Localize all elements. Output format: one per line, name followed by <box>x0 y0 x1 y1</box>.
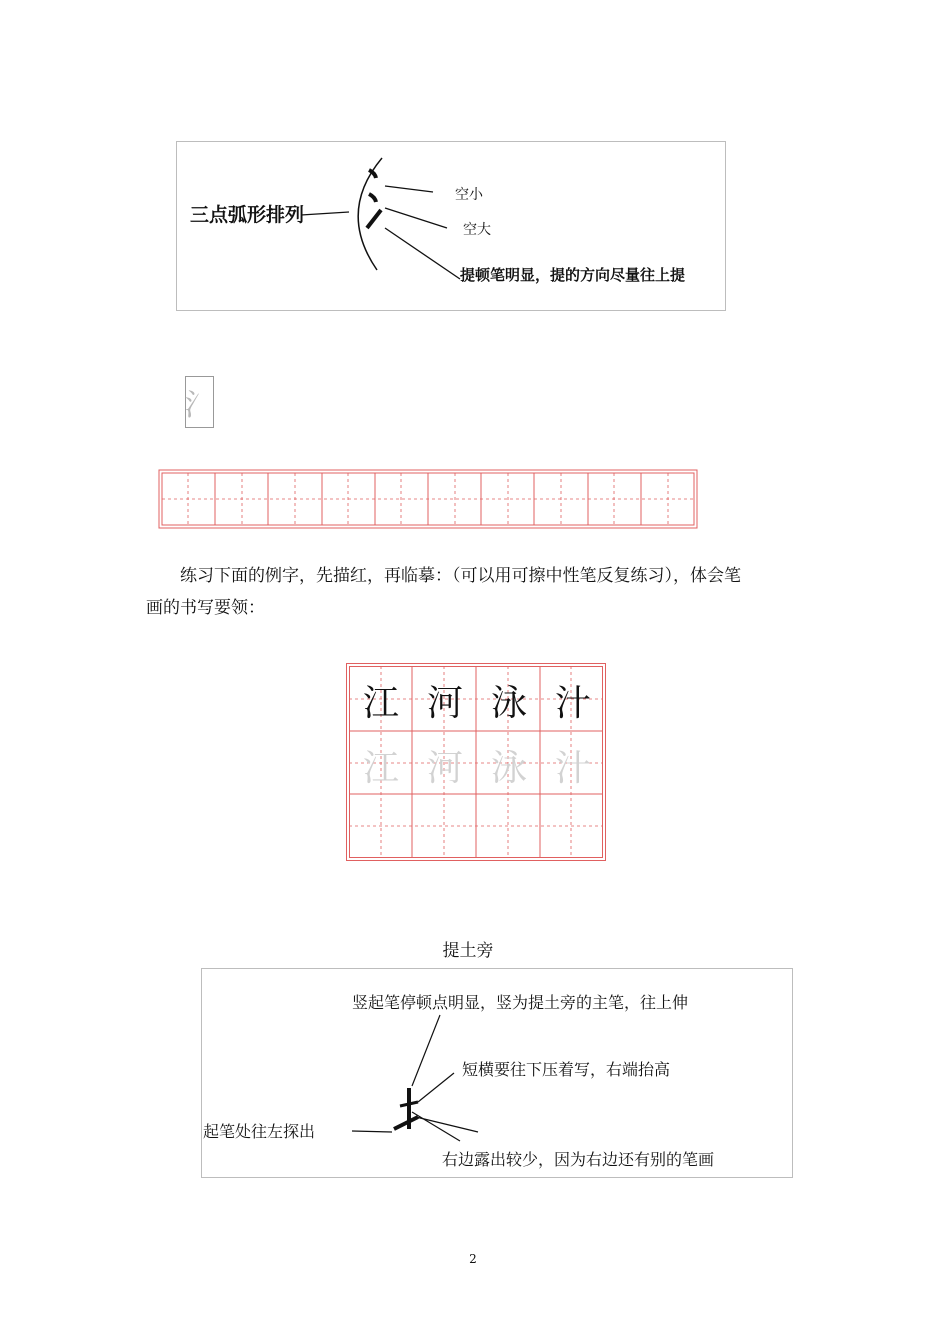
page-number: 2 <box>469 1252 477 1266</box>
label-small-space: 空小 <box>455 187 483 203</box>
char-model: 江 <box>362 682 399 724</box>
figure-three-dot-water <box>176 141 726 311</box>
instruction-line-2: 画的书写要领： <box>146 598 265 618</box>
instruction-paragraph <box>146 560 826 624</box>
label-start-left: 起笔处往左探出 <box>203 1122 316 1141</box>
char-model: 河 <box>426 682 463 724</box>
instruction-line-1: 练习下面的例字，先描红，再临摹：（可以用可擦中性笔反复练习），体会笔 <box>180 566 741 586</box>
label-vertical-main-stroke: 竖起笔停顿点明显，竖为提土旁的主笔，往上伸 <box>352 993 689 1012</box>
char-trace: 泳 <box>490 747 527 789</box>
char-model: 汁 <box>554 682 591 724</box>
char-row-model <box>349 668 605 732</box>
char-trace: 汁 <box>554 747 591 789</box>
label-right-less: 右边露出较少，因为右边还有别的笔画 <box>442 1150 715 1169</box>
sample-radical-box <box>185 376 214 428</box>
label-arc-arrangement: 三点弧形排列 <box>190 204 305 226</box>
section-title: 提土旁 <box>442 941 494 961</box>
label-lift-stroke: 提顿笔明显，提的方向尽量往上提 <box>460 266 686 284</box>
char-row-trace <box>349 733 605 797</box>
label-short-horizontal: 短横要往下压着写，右端抬高 <box>462 1060 671 1079</box>
char-trace: 江 <box>362 747 399 789</box>
char-trace: 河 <box>426 747 463 789</box>
label-large-space: 空大 <box>463 222 491 238</box>
practice-strip-grid <box>158 469 698 529</box>
figure-earth-radical <box>201 968 793 1178</box>
char-model: 泳 <box>490 682 527 724</box>
char-practice-grid <box>346 663 606 861</box>
sample-radical: 氵 <box>184 388 215 423</box>
